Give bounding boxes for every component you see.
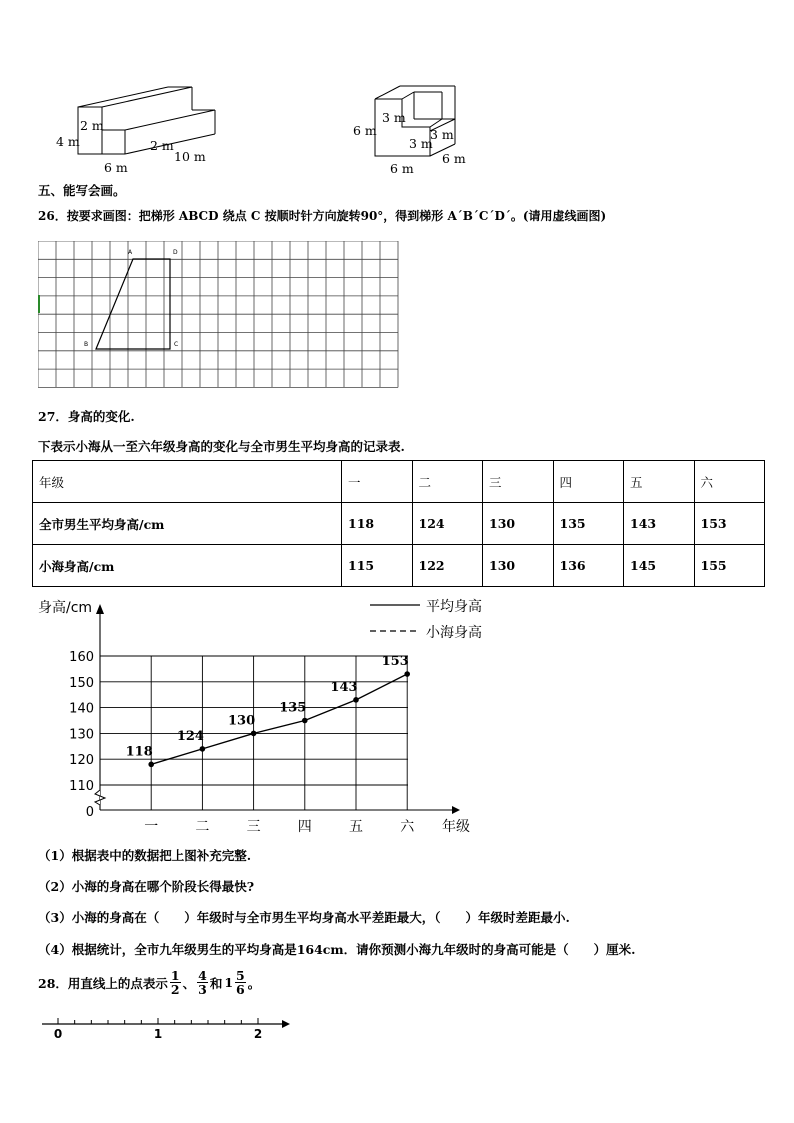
- cube-label-width: 6 m: [390, 161, 414, 176]
- number-line-label: 1: [153, 1027, 163, 1041]
- cube-label-notch-d: 3 m: [409, 136, 433, 151]
- fraction-numerator: 1: [170, 968, 180, 983]
- stair-label-length: 10 m: [174, 149, 206, 164]
- table-header-cell: 五: [624, 461, 695, 503]
- x-tick-label: 三: [246, 819, 261, 835]
- table-cell: 115: [342, 545, 413, 587]
- table-cell: 145: [624, 545, 695, 587]
- cube-label-notch-h: 3 m: [430, 127, 454, 142]
- table-header-cell: 年级: [33, 461, 342, 503]
- table-header-cell: 二: [412, 461, 483, 503]
- q27-intro: 下表示小海从一至六年级身高的变化与全市男生平均身高的记录表.: [38, 439, 405, 454]
- q28-separator: 和: [209, 975, 223, 991]
- y-axis-label: 身高/cm: [38, 600, 93, 616]
- table-header-cell: 四: [553, 461, 624, 503]
- table-row-label: 全市男生平均身高/cm: [33, 503, 342, 545]
- x-tick-label: 五: [349, 819, 363, 835]
- x-axis-arrow: [452, 806, 460, 814]
- y-tick-label: 160: [69, 650, 94, 665]
- fraction: [235, 969, 246, 996]
- stair-label-height: 4 m: [56, 134, 80, 149]
- label-b: B: [84, 341, 89, 348]
- cube-label-notch-w: 3 m: [382, 110, 406, 125]
- label-d: D: [173, 249, 178, 256]
- number-line-label: 0: [53, 1027, 63, 1041]
- label-c: C: [174, 341, 179, 348]
- origin-label: 0: [85, 805, 94, 820]
- cube-label-depth: 6 m: [442, 151, 466, 166]
- table-header-cell: 六: [694, 461, 765, 503]
- grid-edge-marker: [38, 295, 40, 313]
- y-tick-label: 130: [69, 727, 94, 743]
- q27-title: 27．身高的变化.: [38, 409, 135, 424]
- table-cell: 155: [694, 545, 765, 587]
- drawing-grid[interactable]: [38, 241, 400, 389]
- mixed-whole: 1: [224, 975, 234, 990]
- q28-suffix: 。: [247, 975, 261, 991]
- data-label: 118: [125, 744, 153, 760]
- data-point: [251, 731, 257, 737]
- table-cell: 122: [412, 545, 483, 587]
- stair-label-width: 6 m: [104, 160, 128, 175]
- q28-separator: 、: [182, 975, 196, 991]
- number-line[interactable]: [38, 1012, 298, 1042]
- table-cell: 130: [483, 503, 554, 545]
- fraction: [197, 969, 208, 996]
- data-label: 143: [330, 679, 358, 695]
- data-label: 124: [176, 728, 204, 744]
- q26-text: 26．按要求画图：把梯形 ABCD 绕点 C 按顺时针方向旋转90°，得到梯形 A´B´C´D´。(请用虚线画图): [38, 209, 607, 223]
- height-record-table: [32, 460, 765, 587]
- height-line-chart: [28, 592, 498, 840]
- data-label: 135: [279, 700, 307, 716]
- q27-question-2: （2）小海的身高在哪个阶段长得最快?: [38, 879, 255, 894]
- table-cell: 136: [553, 545, 624, 587]
- data-point: [148, 762, 154, 768]
- q28-prefix: 28．用直线上的点表示: [38, 975, 168, 991]
- table-row: [33, 503, 765, 545]
- q28-text: [38, 969, 260, 996]
- table-cell: 118: [342, 503, 413, 545]
- stair-label-step: 2 m: [150, 138, 174, 153]
- table-cell: 130: [483, 545, 554, 587]
- table-header-row: [33, 461, 765, 503]
- data-label: 130: [228, 713, 256, 729]
- x-tick-label: 一: [144, 819, 159, 835]
- axis-break-icon: [95, 790, 105, 805]
- stair-label-top: 2 m: [80, 118, 104, 133]
- data-label: 153: [381, 654, 409, 670]
- number-line-arrow: [282, 1020, 290, 1028]
- y-tick-label: 150: [69, 675, 94, 691]
- fraction-denominator: 6: [236, 982, 245, 997]
- series-line: [151, 674, 407, 764]
- table-cell: 143: [624, 503, 695, 545]
- y-tick-label: 120: [69, 753, 94, 769]
- table-cell: 124: [412, 503, 483, 545]
- fraction-denominator: 3: [198, 982, 207, 997]
- q27-question-4: （4）根据统计，全市九年级男生的平均身高是164cm．请你预测小海九年级时的身高可能是（ ）厘米.: [38, 942, 636, 957]
- data-point: [302, 718, 308, 724]
- y-tick-label: 110: [69, 779, 94, 794]
- fraction-numerator: 5: [236, 968, 245, 983]
- y-axis-arrow: [96, 604, 104, 614]
- fraction: [170, 969, 181, 996]
- fraction-denominator: 2: [170, 982, 180, 997]
- table-header-cell: 三: [483, 461, 554, 503]
- legend-label: 小海身高: [426, 625, 482, 641]
- y-tick-label: 140: [69, 701, 94, 717]
- label-a: A: [128, 249, 133, 256]
- q27-question-1: （1）根据表中的数据把上图补充完整.: [38, 848, 252, 863]
- section-heading: 五、能写会画。: [38, 183, 126, 198]
- x-tick-label: 四: [297, 819, 312, 835]
- x-axis-label: 年级: [442, 819, 470, 835]
- data-point: [200, 746, 206, 752]
- trapezoid-abcd: [96, 259, 170, 349]
- legend-label: 平均身高: [426, 599, 482, 615]
- x-tick-label: 二: [195, 819, 210, 835]
- fraction-numerator: 4: [198, 968, 207, 983]
- table-row: [33, 545, 765, 587]
- data-point: [353, 697, 359, 703]
- table-header-cell: 一: [342, 461, 413, 503]
- table-row-label: 小海身高/cm: [33, 545, 342, 587]
- q27-question-3: （3）小海的身高在（ ）年级时与全市男生平均身高水平差距最大，（ ）年级时差距最小.: [38, 910, 570, 925]
- cube-label-height: 6 m: [353, 123, 377, 138]
- number-line-label: 2: [253, 1027, 263, 1041]
- table-cell: 135: [553, 503, 624, 545]
- table-cell: 153: [694, 503, 765, 545]
- x-tick-label: 六: [400, 819, 415, 835]
- data-point: [404, 671, 410, 677]
